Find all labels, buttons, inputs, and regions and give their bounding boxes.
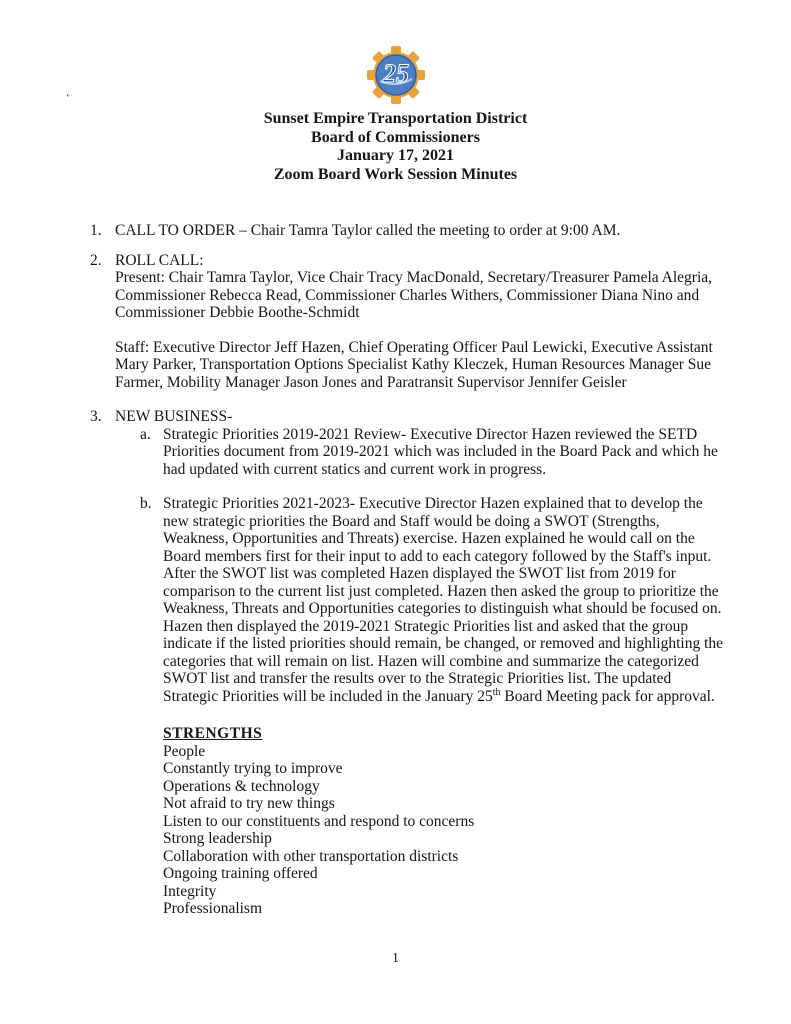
agenda-item-roll-call bbox=[0, 252, 791, 392]
item-number: 2. bbox=[90, 251, 102, 269]
strengths-list-item: Collaboration with other transportation districts bbox=[163, 847, 459, 865]
org-name: Sunset Empire Transportation District bbox=[263, 110, 528, 127]
item-text: CALL TO ORDER – Chair Tamra Taylor called the meeting to order at 9:00 AM. bbox=[115, 222, 621, 239]
agenda-item-call-to-order bbox=[0, 222, 791, 240]
strengths-list-item: Integrity bbox=[163, 882, 217, 900]
strengths-list-item: Strong leadership bbox=[163, 830, 272, 847]
strengths-list-item: Listen to our constituents and respond to concerns bbox=[163, 812, 475, 830]
board-name: Board of Commissioners bbox=[311, 128, 480, 146]
gear-logo-icon bbox=[363, 44, 429, 106]
document-title-block bbox=[0, 110, 791, 184]
subitem-strategic-priorities-review bbox=[140, 426, 727, 479]
strengths-list-item: People bbox=[163, 742, 206, 760]
strengths-list-item: Operations & technology bbox=[163, 777, 320, 795]
strengths-list-item: Ongoing training offered bbox=[163, 865, 318, 882]
strengths-list-item: Not afraid to try new things bbox=[163, 795, 335, 812]
item-title: NEW BUSINESS- bbox=[115, 408, 233, 425]
subitem-text: Strategic Priorities 2019-2021 Review- Executive Director Hazen reviewed the SETD Priorities document from 2019-2021 which was included in the Board Pack and which he had updated with current statics and current work in progress. bbox=[163, 425, 718, 478]
subitem-text bbox=[163, 495, 727, 705]
roll-call-present: Present: Chair Tamra Taylor, Vice Chair Tracy MacDonald, Secretary/Treasurer Pamela Alegria, Commissioner Rebecca Read, Commissioner Charles Withers, Commissioner Diana Nino and Commissioner Debbie Boothe-Schmidt bbox=[115, 269, 713, 321]
strengths-list bbox=[163, 743, 727, 918]
strengths-list-item: Constantly trying to improve bbox=[163, 760, 343, 777]
item-title: ROLL CALL: bbox=[115, 251, 204, 269]
item-number: 3. bbox=[90, 408, 102, 425]
strengths-section bbox=[163, 725, 727, 918]
page-number: 1 bbox=[392, 950, 399, 965]
strengths-list-item: Professionalism bbox=[163, 900, 263, 917]
agenda-item-new-business bbox=[0, 408, 791, 918]
subitem-text-start: Strategic Priorities 2021-2023- Executive Director Hazen explained that to develop the new strategic priorities the Board and Staff would be doing a SWOT (Strengths, Weakness, Opportunities and Threats) exercise. Hazen explained he would call on the Board members first for their input to add to each category followed by the Staff's input. After the SWOT list was completed Hazen displayed the SWOT list from 2019 for comparison to the current list just completed. Hazen then asked the group to prioritize the Weakness, Threats and Opportunities categories to distinguish what should be focused on. Hazen then displayed the 2019-2021 Strategic Priorities list and asked that the group indicate if the listed priorities should remain, be changed, or removed and highlighting the categories that will remain on list. Hazen will combine and summarize the categorized SWOT list and transfer the results over to the Strategic Priorities list. The updated Strategic Priorities will be included in the January 25 bbox=[163, 495, 724, 705]
meeting-date: January 17, 2021 bbox=[337, 147, 454, 164]
item-number: 1. bbox=[90, 222, 102, 239]
subitem-letter: b. bbox=[140, 495, 152, 512]
subitem-letter: a. bbox=[140, 425, 151, 443]
strengths-heading: STRENGTHS bbox=[163, 725, 263, 742]
subitem-strategic-priorities-2021-2023 bbox=[140, 495, 727, 705]
ordinal-superscript: th bbox=[492, 686, 501, 698]
document-type: Zoom Board Work Session Minutes bbox=[273, 165, 518, 183]
setd-25th-anniversary-logo bbox=[0, 44, 791, 106]
roll-call-staff: Staff: Executive Director Jeff Hazen, Chief Operating Officer Paul Lewicki, Executive Assistant Mary Parker, Transportation Options Specialist Kathy Kleczek, Human Resources Manager Sue Farmer, Mobility Manager Jason Jones and Paratransit Supervisor Jennifer Geisler bbox=[115, 338, 713, 391]
logo-number: 25 bbox=[382, 59, 409, 88]
subitem-text-end: Board Meeting pack for approval. bbox=[500, 687, 715, 705]
scan-artifact-mark: ‘ bbox=[66, 92, 70, 104]
document-header bbox=[0, 44, 791, 184]
minutes-content bbox=[0, 222, 791, 918]
